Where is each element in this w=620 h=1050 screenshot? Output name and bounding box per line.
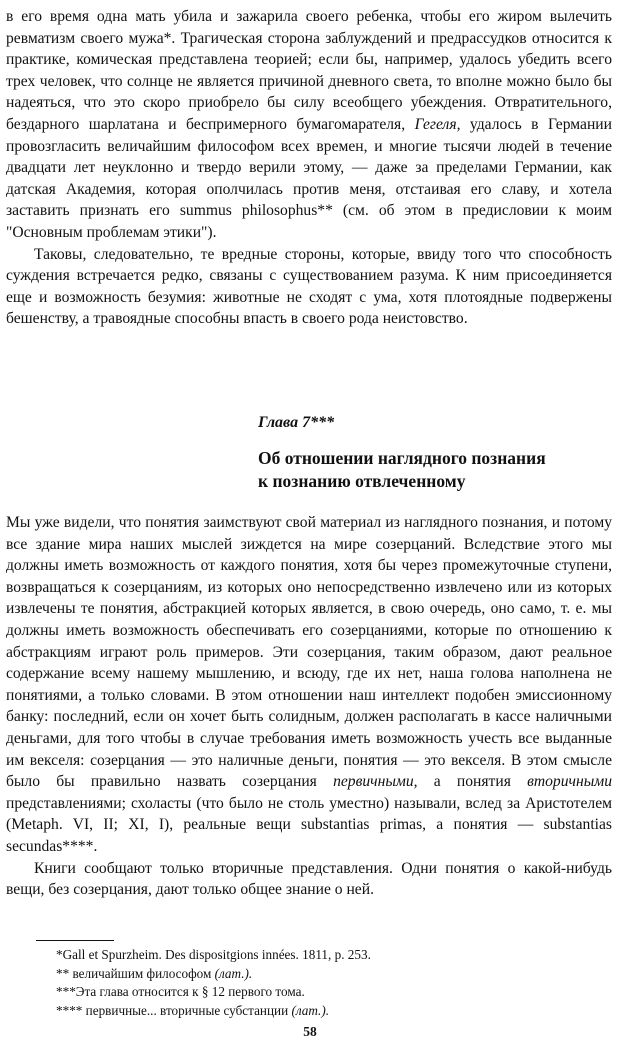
intro-paragraph-2: Таковы, следовательно, те вредные стороны, которые, ввиду того что способность суждения встречается редко, связаны с существованием разума. К ним присоединяется еще и возможность безумия: животные не сходят с ума, хотя плотоядные подвержены бешенству, а травоядные способны впасть в своего рода неистовство. xyxy=(6,245,612,328)
footnote: *Gall et Spurzheim. Des dispositgions innées. 1811, p. 253. xyxy=(56,947,371,962)
hegel-emphasis: Гегеля, xyxy=(414,115,461,133)
chapter-title-line-2: к познанию отвлеченному xyxy=(258,471,466,491)
footnote: ** величайшим философом (лат.). xyxy=(56,965,253,981)
chapter-paragraph-1: Мы уже видели, что понятия заимствуют свой материал из наглядного познания, и потому все здание мира наших мыслей зиждется на мире созерцаний. Вследствие этого мы должны иметь возможность от каждого понятия, хотя бы через промежуточные ступени, возвращаться к созерцаниям, из которых оно непосредственно извлечено или из которых извлечены те понятия, абстракцией которых является, в свою очередь, оно само, т. е. мы должны иметь возможность обеспечивать его созерцаниями, которые по отношению к абстракциям играют роль примеров. Эти созерцания, таким образом, дают реальное содержание всему нашему мышлению, и всюду, где их нет, наша голова наполнена не понятиями, а только словами. В этом отношении наш интеллект подобен эмиссионному банку: последний, если он хочет быть солидным, должен располагать в кассе наличными деньгами, для того чтобы в случае требования иметь возможность учесть все выданные им векселя: созерцания — это наличные деньги, понятия — это векселя. В этом смысле было бы правильно назвать созерцания первичными, а понятия вторичными представлениями; схоласты (что было не столь уместно) называли, вслед за Аристотелем (Metaph. VI, II; XI, I), реальные вещи substantias primas, а понятия — substantias secundas****. xyxy=(6,514,613,855)
page-number: 58 xyxy=(303,1024,317,1039)
chapter-label: Глава 7*** xyxy=(258,414,335,431)
primary-emphasis: первичными, xyxy=(333,773,418,791)
footnotes xyxy=(56,946,596,1020)
chapter-title-line-1: Об отношении наглядного познания xyxy=(258,448,546,468)
intro-paragraph-1: в его время одна мать убила и зажарила своего ребенка, чтобы его жиром вылечить ревматизм своего мужа*. Трагическая сторона заблуждений и предрассудков относится к практике, комическая представлена теорией; если бы, например, удалось убедить всего трех человек, что солнце не является причиной дневного света, то вполне можно было бы надеяться, что это скоро приобрело бы силу всеобщего убеждения. Отвратительного, бездарного шарлатана и беспримерного бумагомарателя, Гегеля, удалось в Германии провозгласить величайшим философом всех времен, и многие тысячи людей в течение двадцати лет неуклонно и твердо верили этому, — даже за пределами Германии, как датская Академия, которая ополчилась против меня, отстаивая его славу, и хотела заставить признать его summus philosophus** (см. об этом в предисловии к моим "Основным проблемам этики"). xyxy=(6,8,612,241)
footnote-divider xyxy=(36,940,114,941)
chapter-title xyxy=(258,447,608,493)
footnote: ***Эта глава относится к § 12 первого тома. xyxy=(56,984,305,1000)
chapter-text-block xyxy=(6,512,612,901)
chapter-paragraph-2: Книги сообщают только вторичные представления. Одни понятия о какой-нибудь вещи, без созерцания, дают только общее знание о ней. xyxy=(6,859,612,899)
secondary-emphasis: вторичными xyxy=(527,773,613,791)
footnote: **** первичные... вторичные субстанции (лат.). xyxy=(56,1002,330,1018)
intro-text-block xyxy=(6,6,612,330)
